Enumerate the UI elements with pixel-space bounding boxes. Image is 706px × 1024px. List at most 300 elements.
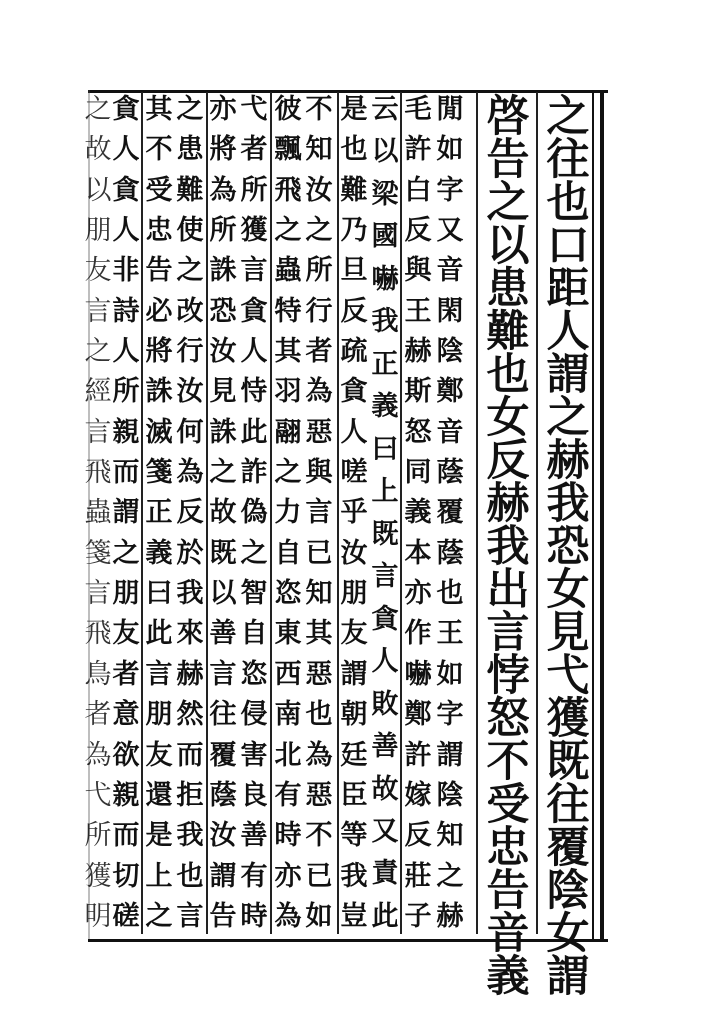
column-character: 也 bbox=[340, 134, 368, 166]
column-character: 受 bbox=[486, 780, 530, 830]
column-character: 時 bbox=[240, 900, 268, 932]
column-character: 旦 bbox=[340, 255, 368, 287]
column-character: 為 bbox=[209, 174, 237, 206]
column-character: 誅 bbox=[209, 255, 237, 287]
column-character: 所 bbox=[84, 820, 112, 852]
column-character: 友 bbox=[145, 739, 173, 771]
column-character: 莊 bbox=[404, 860, 432, 892]
column-character: 獲 bbox=[240, 215, 268, 247]
column-character: 汝 bbox=[305, 174, 333, 206]
column-character: 必 bbox=[145, 295, 173, 327]
column-character: 故 bbox=[84, 134, 112, 166]
column-character: 故 bbox=[209, 497, 237, 529]
column-character: 已 bbox=[305, 537, 333, 569]
column-character: 廷 bbox=[340, 739, 368, 771]
column-character: 然 bbox=[176, 699, 204, 731]
column-character: 梁 bbox=[371, 178, 399, 210]
column-character: 怒 bbox=[486, 694, 530, 744]
column-character: 以 bbox=[84, 174, 112, 206]
column-character: 言 bbox=[84, 295, 112, 327]
column-character: 是 bbox=[145, 820, 173, 852]
column-character: 陰 bbox=[546, 866, 590, 916]
column-character: 如 bbox=[436, 134, 464, 166]
column-character: 將 bbox=[145, 336, 173, 368]
column-character: 覆 bbox=[209, 739, 237, 771]
column-character: 蔭 bbox=[436, 537, 464, 569]
column-character: 箋 bbox=[84, 537, 112, 569]
column-character: 何 bbox=[176, 416, 204, 448]
column-character: 正 bbox=[371, 348, 399, 380]
column-character: 也 bbox=[546, 178, 590, 228]
column-character: 知 bbox=[436, 820, 464, 852]
column-character: 友 bbox=[112, 618, 140, 650]
column-character: 北 bbox=[274, 739, 302, 771]
column-character: 翮 bbox=[274, 416, 302, 448]
column-character: 難 bbox=[486, 307, 530, 357]
column-character: 自 bbox=[274, 537, 302, 569]
column-character: 也 bbox=[486, 350, 530, 400]
column-character: 赫 bbox=[436, 900, 464, 932]
column-character: 貪 bbox=[340, 376, 368, 408]
column-character: 謂 bbox=[546, 952, 590, 1002]
column-character: 音 bbox=[436, 255, 464, 287]
column-character: 既 bbox=[209, 537, 237, 569]
text-column-12 bbox=[145, 96, 173, 930]
column-character: 義 bbox=[145, 537, 173, 569]
column-character: 友 bbox=[340, 618, 368, 650]
column-character: 行 bbox=[176, 336, 204, 368]
column-character: 赫 bbox=[176, 658, 204, 690]
column-character: 為 bbox=[305, 376, 333, 408]
column-character: 王 bbox=[436, 618, 464, 650]
column-character: 同 bbox=[404, 457, 432, 489]
column-character: 惡 bbox=[305, 416, 333, 448]
column-character: 赫 bbox=[404, 336, 432, 368]
column-character: 來 bbox=[176, 618, 204, 650]
column-character: 飛 bbox=[274, 174, 302, 206]
column-character: 之 bbox=[112, 537, 140, 569]
column-character: 獲 bbox=[546, 694, 590, 744]
column-character: 之 bbox=[84, 336, 112, 368]
column-character: 以 bbox=[209, 578, 237, 610]
column-character: 人 bbox=[112, 215, 140, 247]
column-character: 此 bbox=[240, 416, 268, 448]
column-character: 力 bbox=[274, 497, 302, 529]
column-character: 難 bbox=[176, 174, 204, 206]
column-character: 惡 bbox=[305, 779, 333, 811]
column-character: 人 bbox=[340, 416, 368, 448]
column-character: 所 bbox=[305, 255, 333, 287]
column-character: 曰 bbox=[145, 578, 173, 610]
column-character: 又 bbox=[371, 815, 399, 847]
column-character: 人 bbox=[371, 646, 399, 678]
column-character: 而 bbox=[112, 457, 140, 489]
text-column-14 bbox=[84, 96, 112, 930]
column-character: 怒 bbox=[404, 416, 432, 448]
column-character: 自 bbox=[240, 618, 268, 650]
column-character: 言 bbox=[371, 561, 399, 593]
column-character: 與 bbox=[305, 457, 333, 489]
column-character: 音 bbox=[436, 416, 464, 448]
column-character: 曰 bbox=[371, 433, 399, 465]
column-character: 言 bbox=[305, 497, 333, 529]
column-character: 覆 bbox=[436, 497, 464, 529]
column-character: 於 bbox=[176, 537, 204, 569]
column-character: 之 bbox=[546, 92, 590, 142]
column-character: 彼 bbox=[274, 94, 302, 125]
column-character: 詩 bbox=[112, 295, 140, 327]
column-character: 不 bbox=[305, 94, 333, 125]
column-character: 人 bbox=[546, 307, 590, 357]
column-character: 上 bbox=[371, 476, 399, 508]
column-character: 朋 bbox=[340, 578, 368, 610]
column-character: 者 bbox=[305, 336, 333, 368]
column-character: 其 bbox=[145, 94, 173, 125]
column-character: 嗟 bbox=[340, 457, 368, 489]
column-character: 嫁 bbox=[404, 779, 432, 811]
column-character: 正 bbox=[145, 497, 173, 529]
column-character: 特 bbox=[274, 295, 302, 327]
column-character: 朝 bbox=[340, 699, 368, 731]
column-character: 白 bbox=[404, 174, 432, 206]
column-character: 告 bbox=[486, 866, 530, 916]
column-character: 與 bbox=[404, 255, 432, 287]
column-character: 義 bbox=[371, 391, 399, 423]
column-character: 西 bbox=[274, 658, 302, 690]
column-character: 故 bbox=[371, 773, 399, 805]
column-rule bbox=[141, 92, 143, 934]
column-character: 赫 bbox=[486, 479, 530, 529]
column-character: 斯 bbox=[404, 376, 432, 408]
column-character: 還 bbox=[145, 779, 173, 811]
column-character: 我 bbox=[176, 820, 204, 852]
column-character: 閑 bbox=[436, 295, 464, 327]
column-character: 飛 bbox=[84, 457, 112, 489]
column-character: 義 bbox=[404, 497, 432, 529]
column-character: 明 bbox=[84, 900, 112, 932]
column-character: 為 bbox=[305, 739, 333, 771]
column-character: 陰 bbox=[436, 336, 464, 368]
column-character: 亦 bbox=[209, 94, 237, 125]
column-character: 言 bbox=[176, 900, 204, 932]
column-character: 東 bbox=[274, 618, 302, 650]
column-character: 赫 bbox=[546, 436, 590, 486]
column-character: 乎 bbox=[340, 497, 368, 529]
column-character: 恐 bbox=[209, 295, 237, 327]
column-character: 王 bbox=[404, 295, 432, 327]
column-character: 敗 bbox=[371, 688, 399, 720]
column-character: 閒 bbox=[436, 94, 464, 125]
column-character: 使 bbox=[176, 215, 204, 247]
column-rule bbox=[270, 92, 272, 934]
column-character: 意 bbox=[112, 699, 140, 731]
column-character: 我 bbox=[546, 479, 590, 529]
column-character: 為 bbox=[176, 457, 204, 489]
column-character: 侵 bbox=[240, 699, 268, 731]
column-character: 謂 bbox=[546, 350, 590, 400]
column-character: 毛 bbox=[404, 94, 432, 125]
column-character: 親 bbox=[112, 779, 140, 811]
column-character: 字 bbox=[436, 174, 464, 206]
column-character: 而 bbox=[112, 820, 140, 852]
column-character: 其 bbox=[274, 336, 302, 368]
column-character: 女 bbox=[486, 393, 530, 443]
column-character: 蔭 bbox=[436, 457, 464, 489]
column-character: 出 bbox=[486, 565, 530, 615]
column-rule bbox=[337, 92, 339, 934]
column-character: 貪 bbox=[112, 94, 140, 125]
column-character: 既 bbox=[371, 518, 399, 550]
column-rule bbox=[400, 92, 402, 934]
column-character: 獲 bbox=[84, 860, 112, 892]
column-character: 欲 bbox=[112, 739, 140, 771]
text-column-7 bbox=[305, 96, 333, 930]
column-character: 其 bbox=[305, 618, 333, 650]
column-character: 音 bbox=[486, 909, 530, 959]
column-character: 之 bbox=[274, 457, 302, 489]
column-character: 蔭 bbox=[209, 779, 237, 811]
column-character: 云 bbox=[371, 94, 399, 125]
column-character: 言 bbox=[240, 255, 268, 287]
column-character: 之 bbox=[546, 393, 590, 443]
column-character: 亦 bbox=[404, 578, 432, 610]
column-character: 親 bbox=[112, 416, 140, 448]
column-character: 國 bbox=[371, 221, 399, 253]
column-character: 善 bbox=[240, 820, 268, 852]
column-character: 為 bbox=[274, 900, 302, 932]
column-character: 者 bbox=[112, 658, 140, 690]
column-character: 子 bbox=[404, 900, 432, 932]
column-character: 患 bbox=[176, 134, 204, 166]
text-column-1 bbox=[540, 92, 596, 1002]
column-character: 之 bbox=[145, 900, 173, 932]
column-character: 嚇 bbox=[404, 658, 432, 690]
column-character: 以 bbox=[486, 221, 530, 271]
column-character: 者 bbox=[84, 699, 112, 731]
text-column-5 bbox=[371, 96, 399, 930]
text-column-8 bbox=[274, 96, 302, 930]
column-character: 時 bbox=[274, 820, 302, 852]
column-character: 誅 bbox=[209, 416, 237, 448]
column-character: 反 bbox=[404, 820, 432, 852]
column-character: 之 bbox=[436, 860, 464, 892]
column-character: 鄭 bbox=[436, 376, 464, 408]
column-character: 行 bbox=[305, 295, 333, 327]
column-character: 經 bbox=[84, 376, 112, 408]
column-character: 之 bbox=[209, 457, 237, 489]
column-character: 往 bbox=[546, 780, 590, 830]
text-column-11 bbox=[176, 96, 204, 930]
column-character: 所 bbox=[209, 215, 237, 247]
column-character: 友 bbox=[84, 255, 112, 287]
column-character: 汝 bbox=[209, 820, 237, 852]
column-character: 汝 bbox=[209, 336, 237, 368]
column-character: 將 bbox=[209, 134, 237, 166]
column-character: 良 bbox=[240, 779, 268, 811]
column-character: 已 bbox=[305, 860, 333, 892]
column-character: 難 bbox=[340, 174, 368, 206]
text-column-4 bbox=[404, 96, 432, 930]
column-character: 之 bbox=[84, 94, 112, 125]
column-character: 不 bbox=[305, 820, 333, 852]
column-character: 此 bbox=[371, 900, 399, 932]
column-character: 言 bbox=[84, 416, 112, 448]
column-character: 恃 bbox=[240, 376, 268, 408]
column-character: 汝 bbox=[340, 537, 368, 569]
column-character: 朋 bbox=[84, 215, 112, 247]
column-character: 人 bbox=[112, 336, 140, 368]
column-character: 啓 bbox=[486, 92, 530, 142]
column-character: 距 bbox=[546, 264, 590, 314]
column-character: 不 bbox=[486, 737, 530, 787]
column-character: 是 bbox=[340, 94, 368, 125]
column-rule bbox=[476, 92, 478, 934]
column-character: 貪 bbox=[112, 174, 140, 206]
column-character: 之 bbox=[274, 215, 302, 247]
column-character: 之 bbox=[486, 178, 530, 228]
column-character: 善 bbox=[209, 618, 237, 650]
column-character: 飄 bbox=[274, 134, 302, 166]
column-character: 女 bbox=[546, 909, 590, 959]
column-character: 改 bbox=[176, 295, 204, 327]
column-character: 以 bbox=[371, 136, 399, 168]
column-character: 也 bbox=[176, 860, 204, 892]
column-character: 蟲 bbox=[274, 255, 302, 287]
column-character: 悖 bbox=[486, 651, 530, 701]
text-column-6 bbox=[340, 96, 368, 930]
column-character: 汝 bbox=[176, 376, 204, 408]
column-character: 之 bbox=[176, 94, 204, 125]
column-character: 者 bbox=[240, 134, 268, 166]
column-character: 乃 bbox=[340, 215, 368, 247]
column-character: 義 bbox=[486, 952, 530, 1002]
column-character: 也 bbox=[305, 699, 333, 731]
column-character: 告 bbox=[209, 900, 237, 932]
column-character: 忠 bbox=[486, 823, 530, 873]
column-character: 見 bbox=[209, 376, 237, 408]
column-character: 飛 bbox=[84, 618, 112, 650]
column-character: 口 bbox=[546, 221, 590, 271]
column-character: 反 bbox=[176, 497, 204, 529]
column-character: 磋 bbox=[112, 900, 140, 932]
column-character: 謂 bbox=[209, 860, 237, 892]
column-character: 如 bbox=[436, 658, 464, 690]
column-character: 不 bbox=[145, 134, 173, 166]
column-character: 有 bbox=[274, 779, 302, 811]
column-character: 弋 bbox=[546, 651, 590, 701]
column-character: 許 bbox=[404, 134, 432, 166]
column-character: 拒 bbox=[176, 779, 204, 811]
column-rule bbox=[206, 92, 208, 934]
column-character: 之 bbox=[240, 537, 268, 569]
text-column-13 bbox=[112, 96, 140, 930]
column-character: 恣 bbox=[274, 578, 302, 610]
right-border-line bbox=[600, 90, 604, 939]
column-character: 滅 bbox=[145, 416, 173, 448]
text-column-2 bbox=[480, 92, 536, 1002]
column-character: 人 bbox=[240, 336, 268, 368]
column-character: 又 bbox=[436, 215, 464, 247]
column-character: 害 bbox=[240, 739, 268, 771]
column-character: 誅 bbox=[145, 376, 173, 408]
column-character: 患 bbox=[486, 264, 530, 314]
column-character: 反 bbox=[486, 436, 530, 486]
column-character: 見 bbox=[546, 608, 590, 658]
column-character: 貪 bbox=[371, 603, 399, 635]
column-character: 嚇 bbox=[371, 263, 399, 295]
column-character: 覆 bbox=[546, 823, 590, 873]
column-character: 南 bbox=[274, 699, 302, 731]
column-character: 羽 bbox=[274, 376, 302, 408]
text-column-9 bbox=[240, 96, 268, 930]
column-character: 人 bbox=[112, 134, 140, 166]
text-column-3 bbox=[436, 96, 464, 930]
column-character: 有 bbox=[240, 860, 268, 892]
column-character: 作 bbox=[404, 618, 432, 650]
column-character: 恣 bbox=[240, 658, 268, 690]
text-column-10 bbox=[209, 96, 237, 930]
column-character: 往 bbox=[209, 699, 237, 731]
column-character: 我 bbox=[176, 578, 204, 610]
column-character: 言 bbox=[84, 578, 112, 610]
column-character: 反 bbox=[340, 295, 368, 327]
column-character: 陰 bbox=[436, 779, 464, 811]
column-character: 我 bbox=[340, 860, 368, 892]
column-character: 如 bbox=[305, 900, 333, 932]
column-character: 往 bbox=[546, 135, 590, 185]
column-character: 善 bbox=[371, 731, 399, 763]
column-character: 言 bbox=[145, 658, 173, 690]
column-character: 知 bbox=[305, 134, 333, 166]
column-character: 而 bbox=[176, 739, 204, 771]
column-rule bbox=[536, 92, 538, 934]
column-character: 切 bbox=[112, 860, 140, 892]
column-character: 上 bbox=[145, 860, 173, 892]
column-character: 所 bbox=[112, 376, 140, 408]
column-character: 疏 bbox=[340, 336, 368, 368]
column-character: 告 bbox=[486, 135, 530, 185]
column-character: 弋 bbox=[240, 94, 268, 125]
column-character: 臣 bbox=[340, 779, 368, 811]
column-character: 恐 bbox=[546, 522, 590, 572]
column-character: 蟲 bbox=[84, 497, 112, 529]
column-character: 既 bbox=[546, 737, 590, 787]
column-character: 忠 bbox=[145, 215, 173, 247]
column-character: 之 bbox=[176, 255, 204, 287]
column-character: 言 bbox=[486, 608, 530, 658]
column-character: 貪 bbox=[240, 295, 268, 327]
column-character: 女 bbox=[546, 565, 590, 615]
column-character: 反 bbox=[404, 215, 432, 247]
column-character: 也 bbox=[436, 578, 464, 610]
column-character: 責 bbox=[371, 858, 399, 890]
column-character: 我 bbox=[371, 306, 399, 338]
column-character: 謂 bbox=[112, 497, 140, 529]
column-character: 豈 bbox=[340, 900, 368, 932]
column-character: 告 bbox=[145, 255, 173, 287]
column-character: 偽 bbox=[240, 497, 268, 529]
column-character: 我 bbox=[486, 522, 530, 572]
column-character: 鄭 bbox=[404, 699, 432, 731]
column-character: 箋 bbox=[145, 457, 173, 489]
column-character: 朋 bbox=[145, 699, 173, 731]
column-character: 亦 bbox=[274, 860, 302, 892]
column-character: 所 bbox=[240, 174, 268, 206]
column-character: 為 bbox=[84, 739, 112, 771]
column-character: 非 bbox=[112, 255, 140, 287]
column-character: 鳥 bbox=[84, 658, 112, 690]
column-character: 此 bbox=[145, 618, 173, 650]
